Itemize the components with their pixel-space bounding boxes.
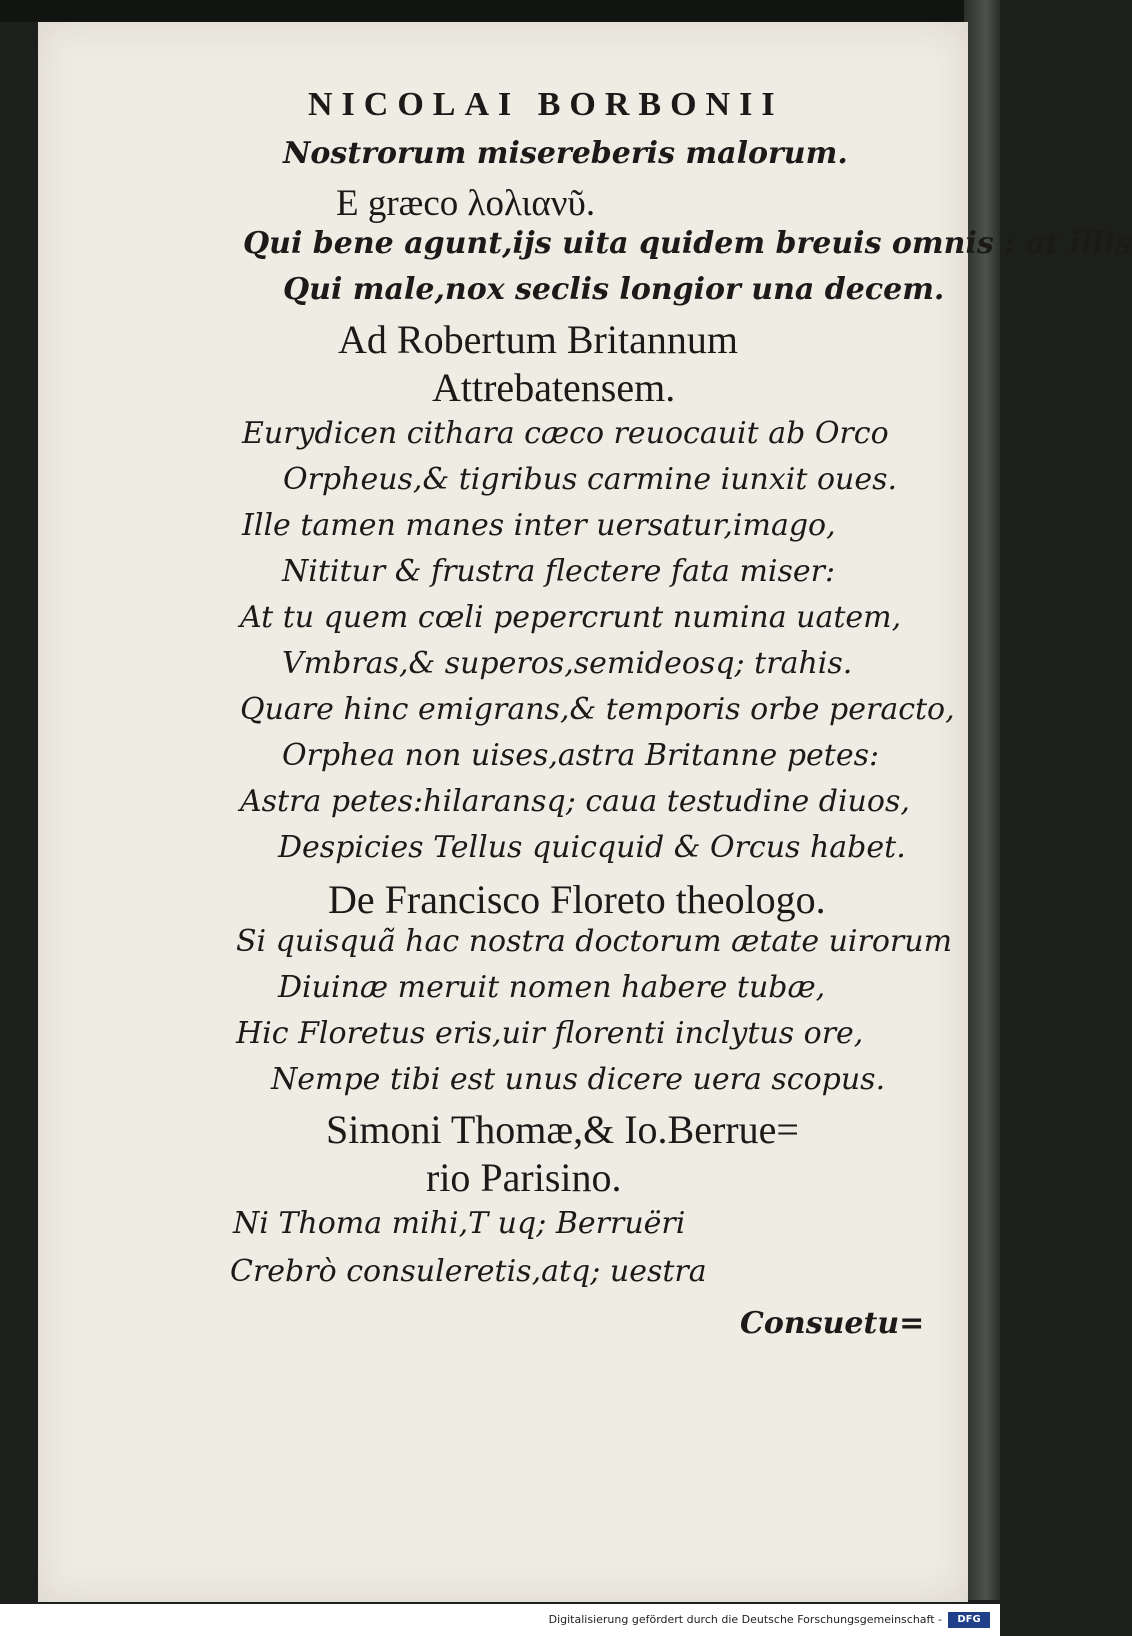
text-line: Si quisquã hac nostra doctorum ætate uirorum	[236, 924, 953, 959]
text-line: E græco λολιανῦ.	[336, 183, 596, 224]
text-line: Diuinæ meruit nomen habere tubæ,	[278, 970, 826, 1005]
section-heading: Attrebatensem.	[432, 365, 676, 410]
text-line: Astra petes:hilaransq; caua testudine diuos,	[240, 784, 910, 819]
text-line: Orphea non uises,astra Britanne petes:	[282, 738, 880, 773]
section-heading: rio Parisino.	[426, 1155, 622, 1200]
text-line: At tu quem cœli pepercrunt numina uatem,	[240, 600, 902, 635]
text-line: Qui bene agunt,ijs uita quidem breuis omnis : at illis	[243, 226, 1132, 261]
running-head: NICOLAI BORBONII	[308, 86, 784, 123]
section-heading: Simoni Thomæ,& Io.Berrue=	[326, 1107, 799, 1152]
section-heading: De Francisco Floreto theologo.	[328, 877, 826, 922]
catchword: Consuetu=	[740, 1306, 925, 1341]
digitization-footer	[0, 1604, 1000, 1636]
book-page	[38, 22, 1132, 1602]
text-line: Despicies Tellus quicquid & Orcus habet.	[278, 830, 906, 865]
text-line: Orpheus,& tigribus carmine iunxit oues.	[283, 462, 898, 497]
page-text	[38, 22, 1132, 1602]
text-line: Eurydicen cithara cæco reuocauit ab Orco	[242, 416, 889, 451]
text-line: Nititur & frustra flectere fata miser:	[282, 554, 836, 589]
section-heading: Ad Robertum Britannum	[338, 317, 738, 362]
text-line: Qui male,nox seclis longior una decem.	[283, 272, 945, 307]
text-line: Ni Thoma mihi,T uq; Berruëri	[233, 1206, 686, 1241]
scan-top-edge	[0, 0, 1000, 22]
text-line: Quare hinc emigrans,& temporis orbe peracto,	[240, 692, 955, 727]
dfg-logo: DFG	[948, 1612, 990, 1628]
text-line: Hic Floretus eris,uir florenti inclytus ore,	[236, 1016, 864, 1051]
text-line: Nostrorum misereberis malorum.	[283, 136, 848, 171]
text-line: Vmbras,& superos,semideosq; trahis.	[282, 646, 853, 681]
text-line: Crebrò consuleretis,atq; uestra	[230, 1254, 707, 1289]
footer-credit: Digitalisierung gefördert durch die Deutsche Forschungsgemeinschaft -	[548, 1613, 942, 1626]
text-line: Ille tamen manes inter uersatur,imago,	[242, 508, 836, 543]
text-line: Nempe tibi est unus dicere uera scopus.	[271, 1062, 886, 1097]
